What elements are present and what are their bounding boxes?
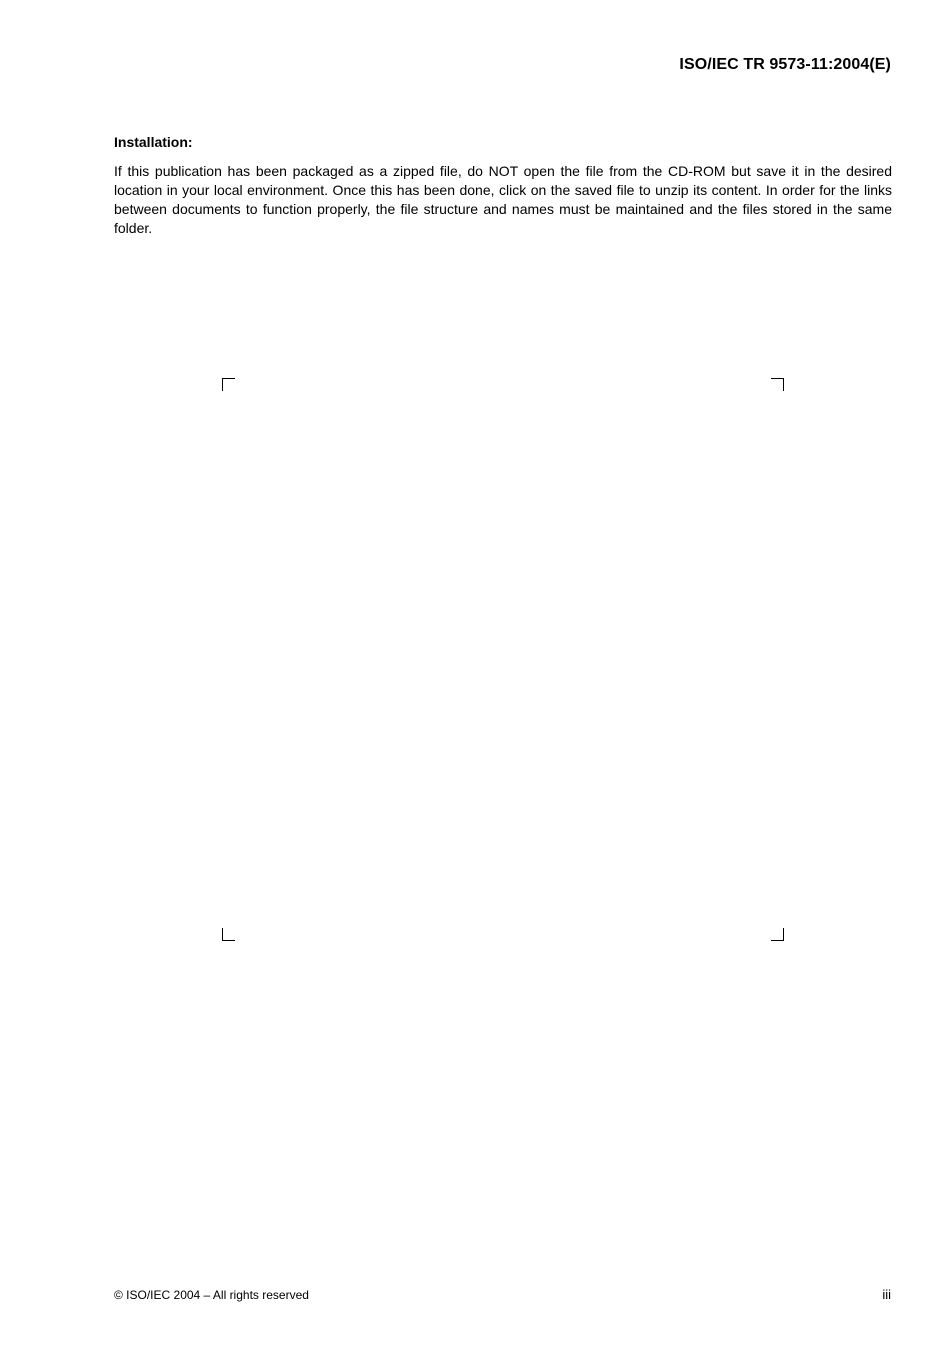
crop-mark-top-right xyxy=(771,378,784,391)
installation-heading: Installation: xyxy=(114,134,193,150)
footer-page-number: iii xyxy=(882,1287,891,1302)
footer-copyright: © ISO/IEC 2004 – All rights reserved xyxy=(114,1288,309,1302)
crop-mark-bottom-left xyxy=(222,928,235,941)
installation-paragraph: If this publication has been packaged as a zipped file, do NOT open the file from the CD-ROM but save it in the desired location in your local environment. Once this has been done, click on the saved file to unzip its content. In order for the links between documents to function properly, the file structure and names must be maintained and the files stored in the same folder. xyxy=(114,163,892,236)
document-id-header: ISO/IEC TR 9573-11:2004(E) xyxy=(679,56,891,73)
crop-mark-top-left xyxy=(222,378,235,391)
crop-mark-bottom-right xyxy=(771,928,784,941)
